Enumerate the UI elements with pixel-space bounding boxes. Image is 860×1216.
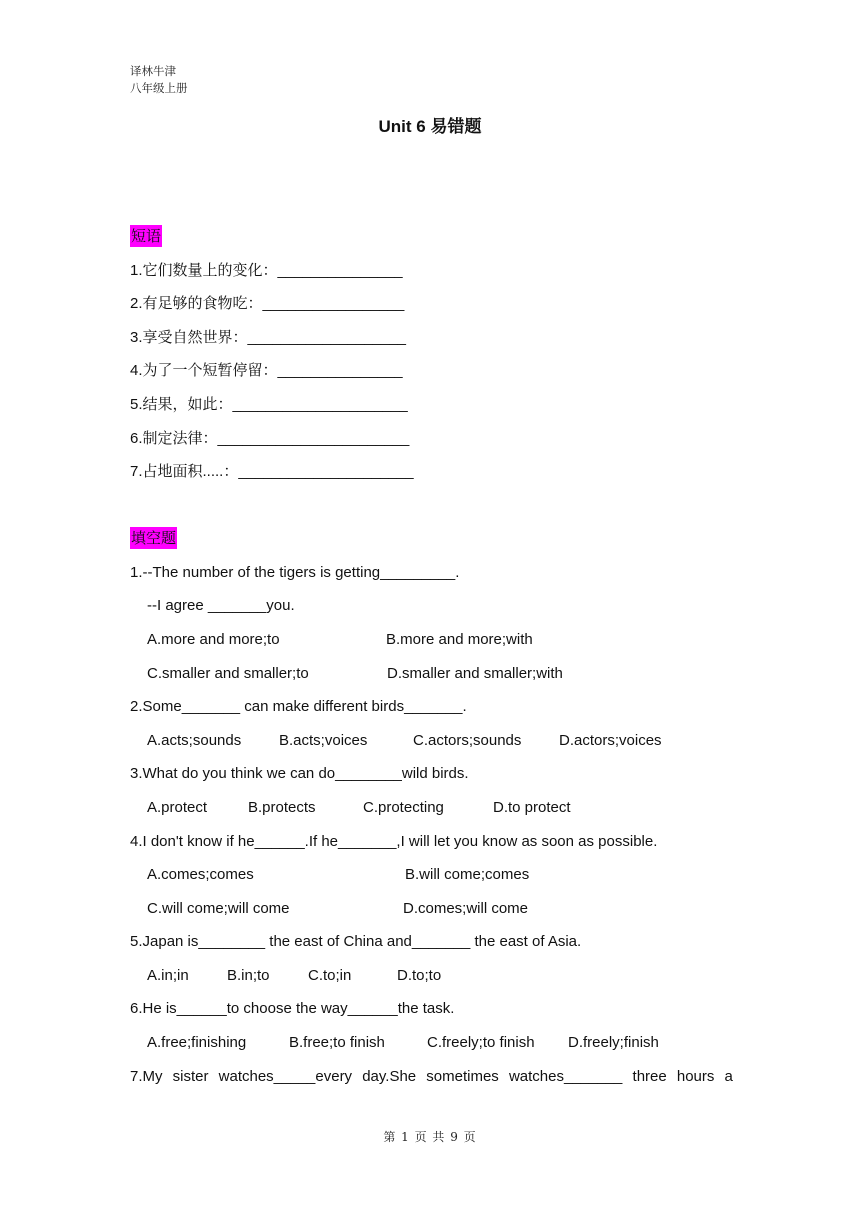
q1-stem-2: --I agree _______you. [147,597,295,614]
q7-word: hours [676,1068,715,1085]
q5-option-c: C.to;in [308,967,352,984]
q1-option-c: C.smaller and smaller;to [147,665,309,682]
q2-option-d: D.actors;voices [559,732,662,749]
page-title: Unit 6 易错题 [378,117,482,136]
q7-word: sister [172,1068,209,1085]
q7-word: watches_____every [218,1068,353,1085]
q7-word: watches_______ [508,1068,623,1085]
q7-word: three [632,1068,667,1085]
q4-option-c: C.will come;will come [147,900,290,917]
q4-option-d: D.comes;will come [403,900,529,917]
section-label-fill: 填空题 [131,529,177,547]
q3-option-a: A.protect [147,799,208,816]
q6-stem: 6.He is______to choose the way______the task. [130,1000,455,1017]
phrase-item-2: 2.有足够的食物吃：_________________ [130,295,405,312]
q7-stem [130,1067,733,1087]
q5-option-a: A.in;in [147,967,189,984]
q5-option-b: B.in;to [227,967,270,984]
q1-option-b: B.more and more;with [386,631,533,648]
q3-option-b: B.protects [248,799,316,816]
q6-option-a: A.free;finishing [147,1034,247,1051]
q1-option-a: A.more and more;to [147,631,280,648]
q1-option-d: D.smaller and smaller;with [387,665,563,682]
q2-option-c: C.actors;sounds [413,732,522,749]
phrase-item-7: 7.占地面积.....：_____________________ [130,463,414,480]
q7-word: sometimes [426,1068,499,1085]
section-label-phrases: 短语 [131,227,162,245]
q2-option-b: B.acts;voices [279,732,368,749]
q4-stem: 4.I don't know if he______.If he_______,I will let you know as soon as possible. [130,833,658,850]
header-grade: 八年级上册 [130,81,188,95]
q4-option-b: B.will come;comes [405,866,530,883]
page-footer: 第 1 页 共 9 页 [383,1130,477,1144]
phrase-item-4: 4.为了一个短暂停留：_______________ [130,362,403,379]
q6-option-d: D.freely;finish [568,1034,659,1051]
q6-option-c: C.freely;to finish [427,1034,535,1051]
q7-word: day.She [362,1068,417,1085]
phrase-item-3: 3.享受自然世界：___________________ [130,329,407,346]
q3-option-d: D.to protect [493,799,571,816]
q6-option-b: B.free;to finish [289,1034,385,1051]
q5-stem: 5.Japan is________ the east of China and_______ the east of Asia. [130,933,582,950]
q5-option-d: D.to;to [397,967,442,984]
q2-option-a: A.acts;sounds [147,732,242,749]
q3-option-c: C.protecting [363,799,444,816]
q1-stem: 1.--The number of the tigers is getting_________. [130,564,460,581]
phrase-item-5: 5.结果，如此：_____________________ [130,396,408,413]
q7-word: 7.My [130,1068,163,1085]
phrase-item-6: 6.制定法律：_______________________ [130,430,410,447]
q7-word: a [724,1068,733,1085]
header-publisher: 译林牛津 [130,64,176,78]
phrase-item-1: 1.它们数量上的变化：_______________ [130,262,403,279]
q4-option-a: A.comes;comes [147,866,254,883]
q2-stem: 2.Some_______ can make different birds_______. [130,698,467,715]
q3-stem: 3.What do you think we can do________wild birds. [130,765,469,782]
